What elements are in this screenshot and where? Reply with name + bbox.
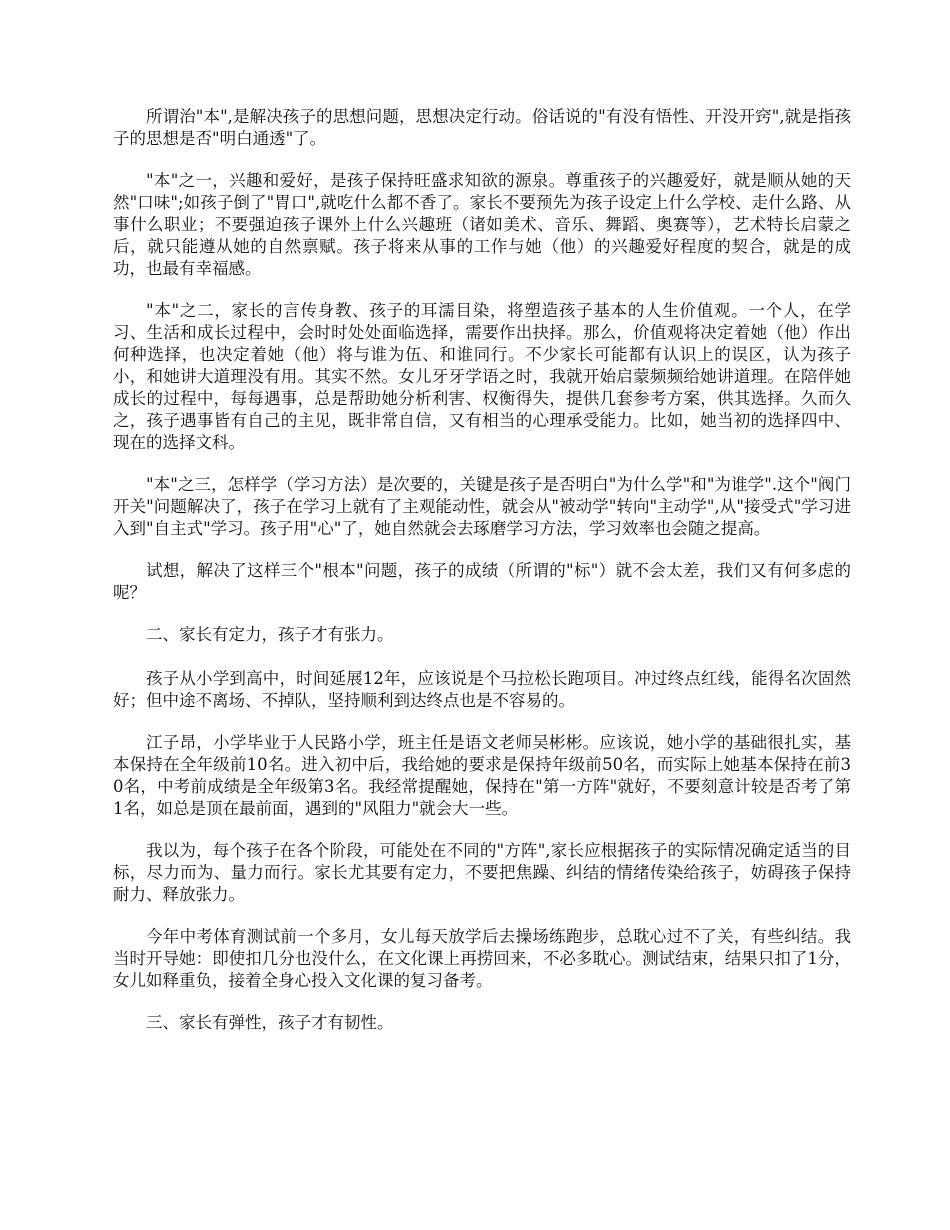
document-body xyxy=(113,106,851,1056)
paragraph-root-three: "本"之三，怎样学（学习方法）是次要的，关键是孩子是否明白"为什么学"和"为谁学".这个"阀门开关"问题解决了，孩子在学习上就有了主观能动性，就会从"被动学"转向"主动学",从"接受式"学习进入到"自主式"学习。孩子用"心"了，她自然就会去琢磨学习方法，学习效率也会随之提高。 xyxy=(113,475,851,538)
paragraph-marathon: 孩子从小学到高中，时间延展12年，应该说是个马拉松长跑项目。冲过终点红线，能得名次固然好；但中途不离场、不掉队，坚持顺利到达终点也是不容易的。 xyxy=(113,669,851,710)
paragraph-root-one: "本"之一，兴趣和爱好，是孩子保持旺盛求知欲的源泉。尊重孩子的兴趣爱好，就是顺从她的天然"口味";如孩子倒了"胃口",就吃什么都不香了。家长不要预先为孩子设定上什么学校、走什么路、从事什么职业；不要强迫孩子课外上什么兴趣班（诸如美术、音乐、舞蹈、奥赛等），艺术特长启蒙之后，就只能遵从她的自然禀赋。孩子将来从事的工作与她（他）的兴趣爱好程度的契合，就是的成功，也最有幸福感。 xyxy=(113,171,851,278)
paragraph-intro: 所谓治"本",是解决孩子的思想问题，思想决定行动。俗话说的"有没有悟性、开没开窍",就是指孩子的思想是否"明白通透"了。 xyxy=(113,107,851,148)
section-heading-two: 二、家长有定力，孩子才有张力。 xyxy=(146,625,394,644)
section-heading-three: 三、家长有弹性，孩子才有韧性。 xyxy=(146,1013,394,1032)
paragraph-pe-test: 今年中考体育测试前一个多月，女儿每天放学后去操场练跑步，总耽心过不了关，有些纠结。我当时开导她：即使扣几分也没什么，在文化课上再捞回来，不必多耽心。测试结束，结果只扣了1分，女儿如释重负，接着全身心投入文化课的复习备考。 xyxy=(113,927,851,990)
paragraph-student-record: 江子昂，小学毕业于人民路小学，班主任是语文老师吴彬彬。应该说，她小学的基础很扎实，基本保持在全年级前10名。进入初中后，我给她的要求是保持年级前50名，而实际上她基本保持在前30名，中考前成绩是全年级第3名。我经常提醒她，保持在"第一方阵"就好，不要刻意计较是否考了第1名，如总是顶在最前面，遇到的"风阻力"就会大一些。 xyxy=(113,733,851,818)
paragraph-conclusion: 试想，解决了这样三个"根本"问题，孩子的成绩（所谓的"标"）就不会太差，我们又有何多虑的呢？ xyxy=(113,561,851,602)
paragraph-opinion: 我以为，每个孩子在各个阶段，可能处在不同的"方阵",家长应根据孩子的实际情况确定适当的目标，尽力而为、量力而行。家长尤其要有定力，不要把焦躁、纠结的情绪传染给孩子，妨碍孩子保持耐力、释放张力。 xyxy=(113,841,851,904)
paragraph-root-two: "本"之二，家长的言传身教、孩子的耳濡目染，将塑造孩子基本的人生价值观。一个人，在学习、生活和成长过程中，会时时处处面临选择，需要作出抉择。那么，价值观将决定着她（他）作出何种选择，也决定着她（他）将与谁为伍、和谁同行。不少家长可能都有认识上的误区，认为孩子小，和她讲大道理没有用。其实不然。女儿牙牙学语之时，我就开始启蒙频频给她讲道理。在陪伴她成长的过程中，每每遇事，总是帮助她分析利害、权衡得失，提供几套参考方案，供其选择。久而久之，孩子遇事皆有自己的主见，既非常自信，又有相当的心理承受能力。比如，她当初的选择四中、现在的选择文科。 xyxy=(113,301,851,452)
